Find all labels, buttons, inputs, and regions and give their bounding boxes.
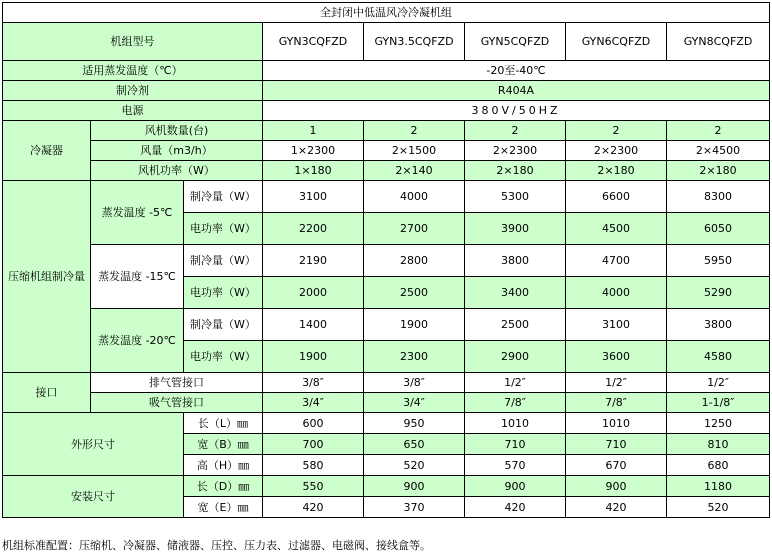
row-label: 电功率（W）	[184, 341, 263, 373]
value-cell: 1900	[263, 341, 364, 373]
row-label: 长（L）㎜	[184, 413, 263, 434]
value-cell: 1×180	[263, 161, 364, 181]
power-label: 电源	[3, 101, 263, 121]
row-label: 电功率（W）	[184, 277, 263, 309]
row-label: 电功率（W）	[184, 213, 263, 245]
value-cell: 2×1500	[364, 141, 465, 161]
row-label: 吸气管接口	[91, 393, 263, 413]
value-cell: 3800	[667, 309, 770, 341]
value-cell: 3900	[465, 213, 566, 245]
row-label: 长（D）㎜	[184, 476, 263, 497]
row-label: 高（H）㎜	[184, 455, 263, 476]
value-cell: 4580	[667, 341, 770, 373]
model-cell: GYN8CQFZD	[667, 23, 770, 61]
row-label: 宽（B）㎜	[184, 434, 263, 455]
value-cell: 1900	[364, 309, 465, 341]
value-cell: 1180	[667, 476, 770, 497]
value-cell: 2500	[364, 277, 465, 309]
value-cell: 7/8″	[465, 393, 566, 413]
value-cell: 710	[566, 434, 667, 455]
compressor-label: 压缩机组制冷量	[3, 181, 91, 373]
model-cell: GYN3.5CQFZD	[364, 23, 465, 61]
row-label: 风机数量(台)	[91, 121, 263, 141]
value-cell: 1/2″	[667, 373, 770, 393]
row-label: 制冷量（W）	[184, 245, 263, 277]
value-cell: 900	[566, 476, 667, 497]
value-cell: 650	[364, 434, 465, 455]
value-cell: 7/8″	[566, 393, 667, 413]
value-cell: 2	[364, 121, 465, 141]
value-cell: 4000	[566, 277, 667, 309]
value-cell: 1	[263, 121, 364, 141]
value-cell: 950	[364, 413, 465, 434]
refrigerant-label: 制冷剂	[3, 81, 263, 101]
value-cell: 520	[364, 455, 465, 476]
row-label: 制冷量（W）	[184, 181, 263, 213]
evap-group-label: 蒸发温度 -15℃	[91, 245, 184, 309]
value-cell: 3/8″	[364, 373, 465, 393]
value-cell: 420	[465, 497, 566, 518]
value-cell: 2	[566, 121, 667, 141]
evap-temp-value: -20至-40℃	[263, 61, 770, 81]
value-cell: 600	[263, 413, 364, 434]
value-cell: 5950	[667, 245, 770, 277]
value-cell: 700	[263, 434, 364, 455]
value-cell: 1010	[566, 413, 667, 434]
value-cell: 2500	[465, 309, 566, 341]
value-cell: 570	[465, 455, 566, 476]
value-cell: 2700	[364, 213, 465, 245]
value-cell: 2×2300	[465, 141, 566, 161]
value-cell: 550	[263, 476, 364, 497]
row-label: 排气管接口	[91, 373, 263, 393]
value-cell: 2×180	[566, 161, 667, 181]
value-cell: 1×2300	[263, 141, 364, 161]
value-cell: 2200	[263, 213, 364, 245]
value-cell: 710	[465, 434, 566, 455]
value-cell: 3/8″	[263, 373, 364, 393]
value-cell: 420	[263, 497, 364, 518]
value-cell: 810	[667, 434, 770, 455]
value-cell: 520	[667, 497, 770, 518]
model-label: 机组型号	[3, 23, 263, 61]
install-label: 安装尺寸	[3, 476, 184, 518]
value-cell: 2190	[263, 245, 364, 277]
value-cell: 1250	[667, 413, 770, 434]
value-cell: 420	[566, 497, 667, 518]
value-cell: 4000	[364, 181, 465, 213]
evap-group-label: 蒸发温度 -20℃	[91, 309, 184, 373]
row-label: 风机功率（W）	[91, 161, 263, 181]
value-cell: 2800	[364, 245, 465, 277]
value-cell: 2300	[364, 341, 465, 373]
value-cell: 3800	[465, 245, 566, 277]
value-cell: 2900	[465, 341, 566, 373]
interface-label: 接口	[3, 373, 91, 413]
value-cell: 3100	[263, 181, 364, 213]
value-cell: 1010	[465, 413, 566, 434]
model-cell: GYN5CQFZD	[465, 23, 566, 61]
value-cell: 3/4″	[263, 393, 364, 413]
value-cell: 2000	[263, 277, 364, 309]
value-cell: 580	[263, 455, 364, 476]
evap-temp-label: 适用蒸发温度（℃）	[3, 61, 263, 81]
value-cell: 670	[566, 455, 667, 476]
model-cell: GYN3CQFZD	[263, 23, 364, 61]
value-cell: 3600	[566, 341, 667, 373]
value-cell: 4500	[566, 213, 667, 245]
value-cell: 6050	[667, 213, 770, 245]
value-cell: 680	[667, 455, 770, 476]
value-cell: 1/2″	[465, 373, 566, 393]
value-cell: 2	[667, 121, 770, 141]
value-cell: 4700	[566, 245, 667, 277]
value-cell: 1-1/8″	[667, 393, 770, 413]
value-cell: 5300	[465, 181, 566, 213]
refrigerant-value: R404A	[263, 81, 770, 101]
value-cell: 2×140	[364, 161, 465, 181]
evap-group-label: 蒸发温度 -5℃	[91, 181, 184, 245]
value-cell: 1400	[263, 309, 364, 341]
value-cell: 8300	[667, 181, 770, 213]
table-title: 全封闭中低温风冷冷凝机组	[3, 3, 770, 23]
value-cell: 1/2″	[566, 373, 667, 393]
row-label: 宽（E）㎜	[184, 497, 263, 518]
value-cell: 2×4500	[667, 141, 770, 161]
value-cell: 6600	[566, 181, 667, 213]
condenser-label: 冷凝器	[3, 121, 91, 181]
value-cell: 900	[364, 476, 465, 497]
value-cell: 5290	[667, 277, 770, 309]
value-cell: 370	[364, 497, 465, 518]
value-cell: 2×2300	[566, 141, 667, 161]
row-label: 制冷量（W）	[184, 309, 263, 341]
value-cell: 3/4″	[364, 393, 465, 413]
model-cell: GYN6CQFZD	[566, 23, 667, 61]
spec-table	[2, 2, 770, 518]
power-value: 380V/50HZ	[263, 101, 770, 121]
value-cell: 900	[465, 476, 566, 497]
dimensions-label: 外形尺寸	[3, 413, 184, 476]
value-cell: 2	[465, 121, 566, 141]
row-label: 风量（m3/h）	[91, 141, 263, 161]
footer-note: 机组标准配置：压缩机、冷凝器、储液器、压控、压力表、过滤器、电磁阀、接线盒等。	[2, 539, 431, 552]
value-cell: 3100	[566, 309, 667, 341]
value-cell: 3400	[465, 277, 566, 309]
value-cell: 2×180	[465, 161, 566, 181]
value-cell: 2×180	[667, 161, 770, 181]
